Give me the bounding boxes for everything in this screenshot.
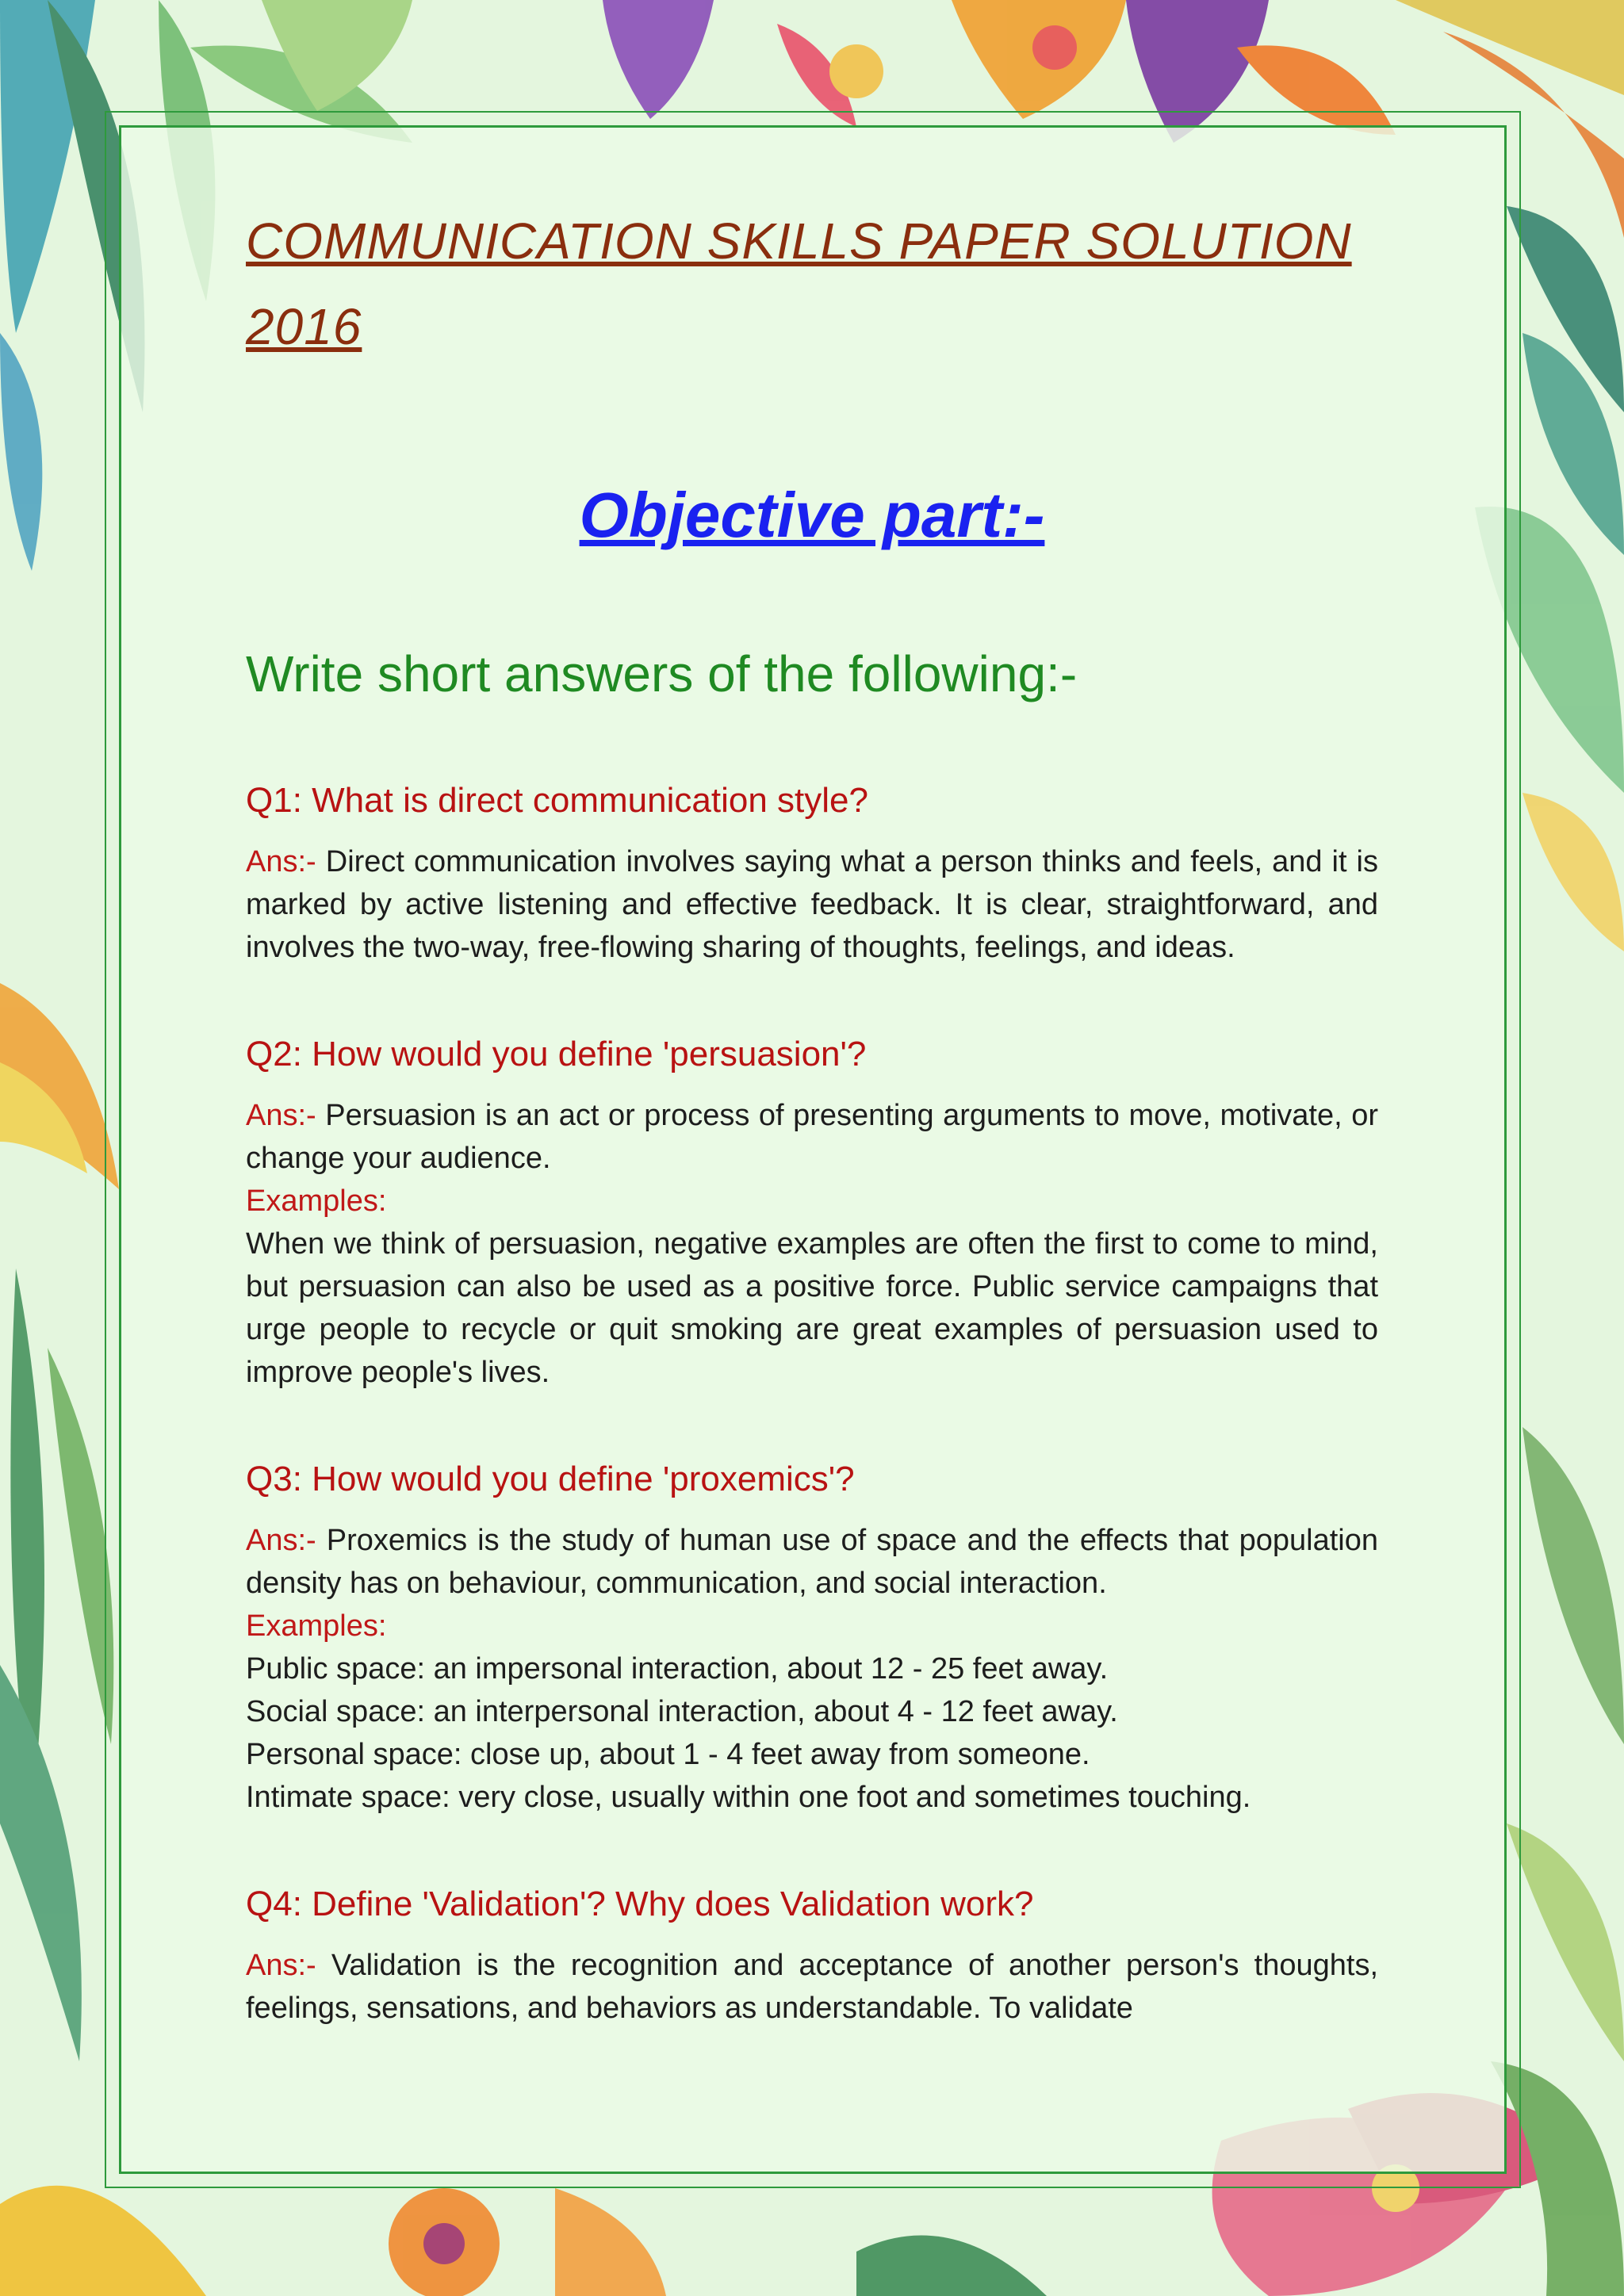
answer-text: Proxemics is the study of human use of space and the effects that population density has on behaviour, communication, and social interaction. [246,1524,1378,1600]
section-heading-text: Objective part:- [579,480,1045,550]
left-flowers-ferns [0,983,119,2061]
document-content [246,198,1378,2030]
examples-label: Examples: [246,1609,387,1643]
answer-text: Validation is the recognition and acceptance of another person's thoughts, feelings, sensations, and behaviors as understandable. To validate [246,1949,1379,2025]
question-3: Q3: How would you define 'proxemics'? [246,1460,855,1498]
question-2: Q2: How would you define 'persuasion'? [246,1035,867,1073]
example-line: Intimate space: very close, usually within one foot and sometimes touching. [246,1781,1251,1814]
question-1: Q1: What is direct communication style? [246,781,868,820]
answer-2 [246,1094,1378,1180]
question-4: Q4: Define 'Validation'? Why does Validation work? [246,1885,1034,1923]
answer-text: Persuasion is an act or process of presenting arguments to move, motivate, or change your audience. [246,1099,1378,1175]
question-block-2 [246,1032,1378,1394]
examples-3 [246,1605,1378,1819]
answer-3 [246,1519,1378,1605]
example-line: Social space: an interpersonal interaction, about 4 - 12 feet away. [246,1695,1118,1728]
question-block-1 [246,779,1378,969]
answer-label: Ans:- [246,1099,316,1132]
examples-2 [246,1180,1378,1394]
examples-text: When we think of persuasion, negative examples are often the first to come to mind, but persuasion can also be used as a positive force. Public service campaigns that urge people to recycle or quit smoking are great examples of persuasion used to improve people's lives. [246,1227,1378,1389]
question-block-4 [246,1882,1378,2030]
answer-4 [246,1944,1378,2030]
section-heading [246,477,1378,553]
answer-1 [246,840,1378,969]
document-title: COMMUNICATION SKILLS PAPER SOLUTION 2016 [246,212,1352,355]
answer-text: Direct communication involves saying what a person thinks and feels, and it is marked by active listening and effective feedback. It is clear, straightforward, and involves the two-way, free-flowing sharing of thoughts, feelings, and ideas. [246,845,1378,964]
answer-label: Ans:- [246,1949,316,1982]
answer-label: Ans:- [246,845,316,878]
example-line: Public space: an impersonal interaction, about 12 - 25 feet away. [246,1652,1109,1686]
example-line: Personal space: close up, about 1 - 4 feet away from someone. [246,1738,1090,1771]
answer-label: Ans:- [246,1524,316,1557]
right-leaves [1507,1427,1624,2061]
instruction-heading: Write short answers of the following:- [246,645,1078,702]
question-block-3 [246,1457,1378,1819]
examples-label: Examples: [246,1184,387,1218]
